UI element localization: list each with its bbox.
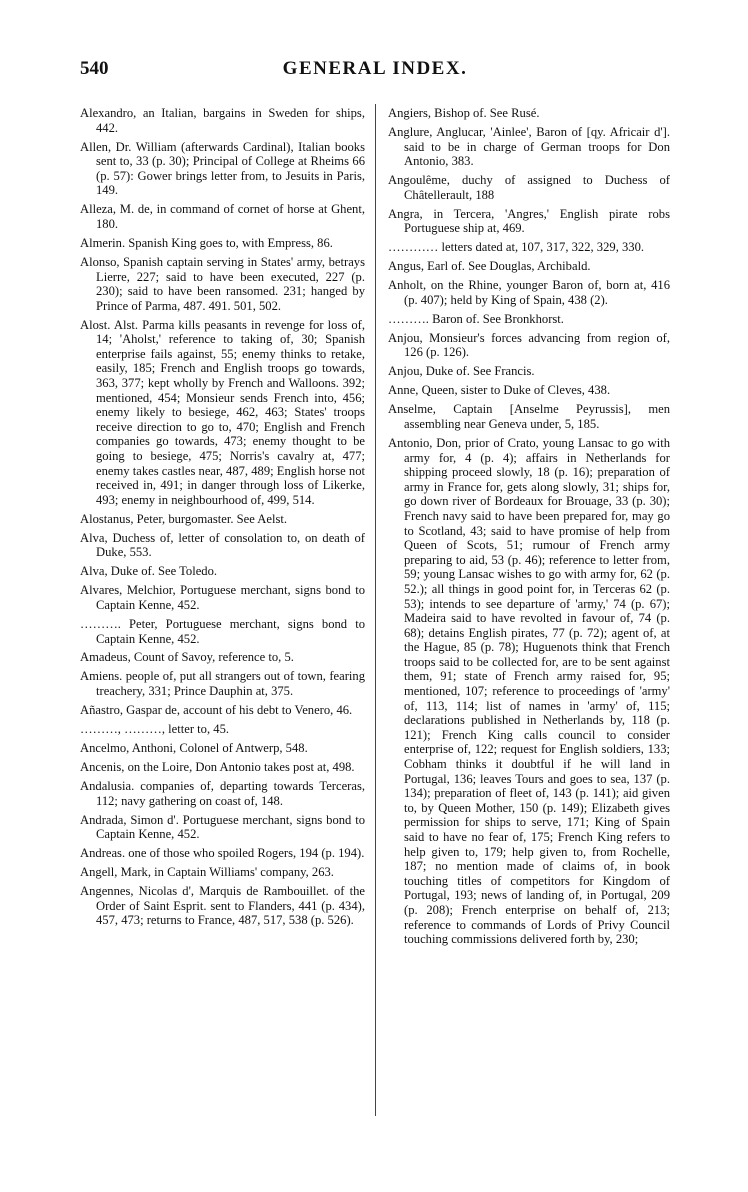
index-entry: Anne, Queen, sister to Duke of Cleves, 438.	[388, 383, 611, 398]
index-entry: Alva, Duchess of, letter of consolation to, on death of Duke, 553.	[80, 530, 365, 560]
index-entry: Angiers, Bishop of. See Rusé.	[388, 106, 540, 120]
index-entry: Amadeus, Count of Savoy, reference to, 5.	[80, 650, 294, 665]
index-entry: Ancenis, on the Loire, Don Antonio takes post at, 498.	[80, 760, 355, 774]
right-column	[388, 106, 670, 951]
index-entry: Alva, Duke of. See Toledo.	[80, 564, 218, 579]
page-title: GENERAL INDEX.	[282, 58, 468, 79]
index-entry: ………. Baron of. See Bronkhorst.	[388, 311, 564, 326]
index-entry: Andreas. one of those who spoiled Rogers, 194 (p. 194).	[80, 846, 365, 861]
index-entry: Ancelmo, Anthoni, Colonel of Antwerp, 548.	[80, 741, 308, 756]
index-entry: Angell, Mark, in Captain Williams' company, 263.	[80, 865, 334, 880]
left-column	[80, 106, 365, 932]
index-entry: Angennes, Nicolas d', Marquis de Rambouillet. of the Order of Saint Esprit. sent to Flanders, 441 (p. 434), 457, 473; returns to France, 487, 517, 538 (p. 526).	[80, 884, 365, 928]
index-entry: Angra, in Tercera, 'Angres,' English pirate robs Portuguese ship at, 469.	[388, 206, 670, 236]
index-entry: Allen, Dr. William (afterwards Cardinal), Italian books sent to, 33 (p. 30); Principal of College at Rheims 66 (p. 57): Gower brings letter from, to Jesuits in Paris, 149.	[80, 139, 365, 198]
index-entry: Andalusia. companies of, departing towards Terceras, 112; navy gathering on coast of, 148.	[80, 778, 365, 808]
index-entry: ………. Peter, Portuguese merchant, signs bond to Captain Kenne, 452.	[80, 616, 365, 646]
index-entry: Alexandro, an Italian, bargains in Sweden for ships, 442.	[80, 106, 365, 135]
index-entry: Alvares, Melchior, Portuguese merchant, signs bond to Captain Kenne, 452.	[80, 583, 365, 612]
index-entry: Alonso, Spanish captain serving in States' army, betrays Lierre, 227; said to have been executed, 227 (p. 230); said to have been ransomed. 231; hanged by Prince of Parma, 487. 491. 501, 502.	[80, 254, 365, 313]
index-entry: ………, ………, letter to, 45.	[80, 722, 230, 737]
index-entry: Alleza, M. de, in command of cornet of horse at Ghent, 180.	[80, 202, 365, 231]
index-entry: Antonio, Don, prior of Crato, young Lansac to go with army for, 4 (p. 4); affairs in Netherlands for shipping proceed slowly, 18 (p. 16); preparation of army in France for, gets along slowly, 31; ships for, go down river of Bordeaux for Brouage, 33 (p. 30); French navy said to have been prepared for, may go to Scotland, 43; said to have promise of help from Queen of Scots, 51; rumour of French army preparing to aid, 53 (p. 46); reference to letter from, 59; young Lansac wishes to go with army for, 62 (p. 52.); all things in good point for, in Terceras 62 (p. 53); intends to see departure of 'army,' 74 (p. 67); Madeira said to have revolted in favour of, 74 (p. 68); detains English pirates, 77 (p. 72); agent of, at the Hague, 85 (p. 78); Huguenots think that French troops said to be collected for, are to be sent against them, 91; state of French army raised for, 95; mentioned, 107; reference to proceedings of 'army' of, 113, 114; list of names in 'army' of, 115; declarations published in Netherlands by, 118 (p. 121); French King calls council to consider enterprise of, 122; request for English soldiers, 133; Cobham thinks it doubtful if he will land in Portugal, 136; leaves Tours and goes to sea, 137 (p. 134); preparation of fleet of, 143 (p. 141); aid given to, by Queen Mother, 150 (p. 149); Elizabeth gives permission for ships to serve, 171; King of Spain said to have no fear of, 175; French King refers to help given to, 179; help given to, from Rochelle, 187; no mention made of claims of, in book touching titles of competitors for Kingdom of Portugal, 193; news of landing of, in Portugal, 209 (p. 208); French enterprise on behalf of, 213; reference to commands of Lords of Privy Council touching commissions delivered forth by, 230;	[388, 435, 670, 947]
index-entry: Anselme, Captain [Anselme Peyrussis], men assembling near Geneva under, 5, 185.	[388, 402, 670, 431]
index-entry: Añastro, Gaspar de, account of his debt to Venero, 46.	[80, 703, 353, 718]
index-entry: Anholt, on the Rhine, younger Baron of, born at, 416 (p. 407); held by King of Spain, 438 (2).	[388, 278, 670, 307]
page-header	[80, 58, 670, 88]
page-number: 540	[80, 58, 109, 79]
index-entry: Alost. Alst. Parma kills peasants in revenge for loss of, 14; 'Aholst,' reference to taking of, 30; Spanish enterprise fails against, 55; enemy thinks to retake, easily, 185; French and English troops go towards, 363, 377; kept wholly by French and Walloons. 392; mentioned, 454; Monsieur sends French into, 456; enemy likely to besiege, 462, 463; States' troops receive direction to go to, 470; English and French companies go towards, 473; enemy thought to be going to besiege, 475; Norris's cavalry at, 477; enemy takes castles near, 487, 489; English horse not received in, 491; in danger through loss of Likerke, 493; enemy in neighbourhood of, 499, 514.	[80, 317, 365, 507]
column-divider	[375, 104, 376, 1116]
index-entry: ………… letters dated at, 107, 317, 322, 329, 330.	[388, 240, 645, 255]
index-entry: Alostanus, Peter, burgomaster. See Aelst.	[80, 511, 288, 526]
index-entry: Anjou, Monsieur's forces advancing from region of, 126 (p. 126).	[388, 330, 670, 360]
index-entry: Almerin. Spanish King goes to, with Empress, 86.	[80, 235, 333, 250]
index-entry: Amiens. people of, put all strangers out of town, fearing treachery, 331; Prince Dauphin at, 375.	[80, 669, 365, 699]
index-entry: Anglure, Anglucar, 'Ainlee', Baron of [qy. Africair d']. said to be in charge of German troops for Don Antonio, 383.	[388, 124, 670, 169]
index-entry: Angoulême, duchy of assigned to Duchess of Châtellerault, 188	[388, 173, 670, 202]
index-entry: Andrada, Simon d'. Portuguese merchant, signs bond to Captain Kenne, 452.	[80, 812, 365, 842]
index-entry: Anjou, Duke of. See Francis.	[388, 364, 535, 379]
index-entry: Angus, Earl of. See Douglas, Archibald.	[388, 259, 591, 274]
